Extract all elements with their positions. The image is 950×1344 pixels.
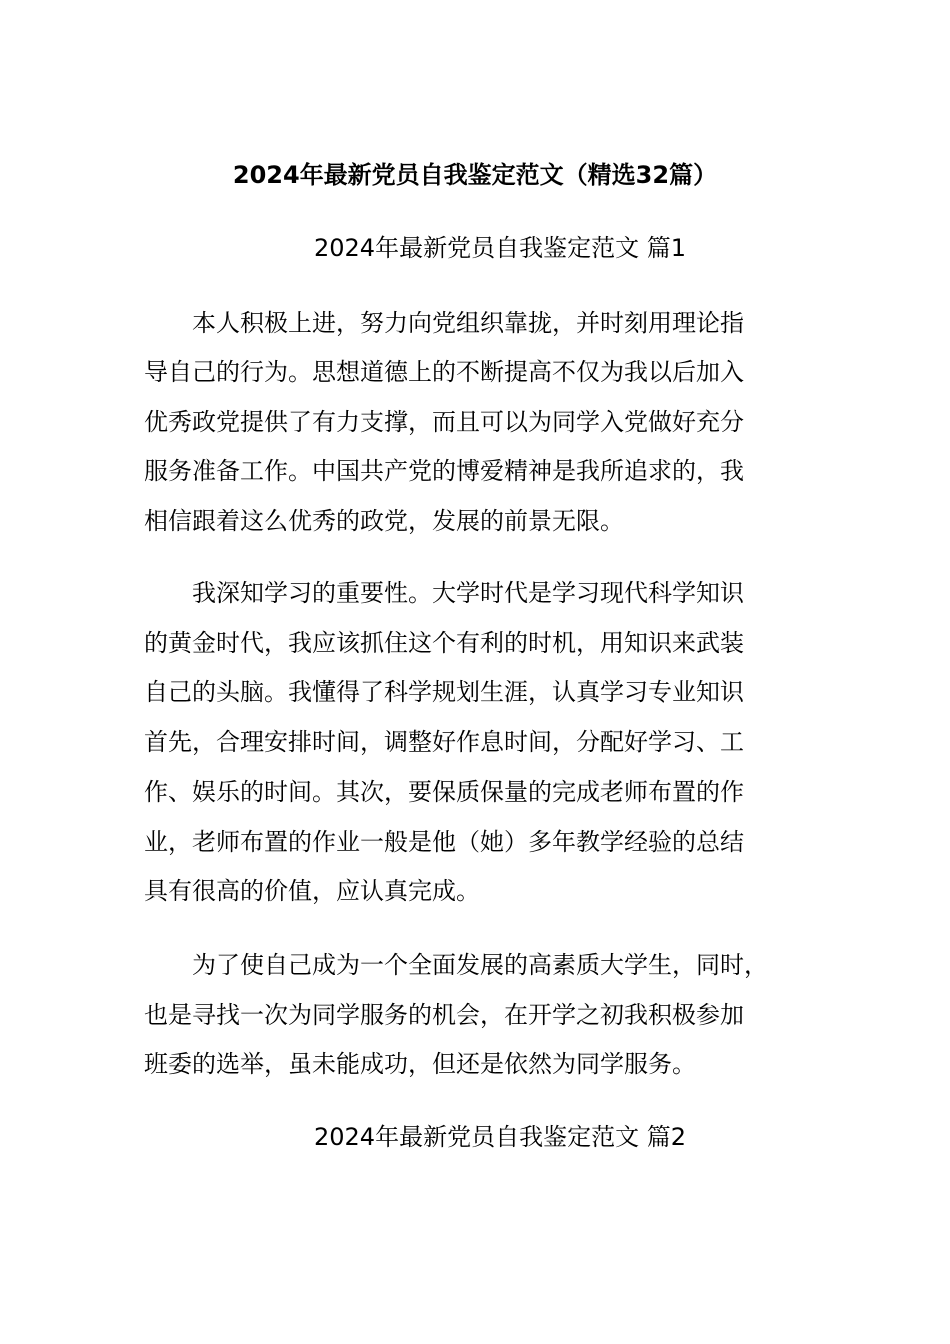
section-heading-1: 2024年最新党员自我鉴定范文 篇1 xyxy=(314,234,686,262)
paragraph-line: 为了使自己成为一个全面发展的高素质大学生，同时， xyxy=(192,951,768,979)
paragraph-line: 业，老师布置的作业一般是他（她）多年教学经验的总结 xyxy=(144,828,744,856)
paragraph-line: 的黄金时代，我应该抓住这个有利的时机，用知识来武装 xyxy=(144,629,744,657)
paragraph-line: 作、娱乐的时间。其次，要保质保量的完成老师布置的作 xyxy=(144,778,744,806)
paragraph-line: 本人积极上进，努力向党组织靠拢，并时刻用理论指 xyxy=(192,309,744,337)
paragraph-line: 服务准备工作。中国共产党的博爱精神是我所追求的，我 xyxy=(144,457,744,485)
paragraph-line: 优秀政党提供了有力支撑，而且可以为同学入党做好充分 xyxy=(144,408,744,436)
paragraph-line: 导自己的行为。思想道德上的不断提高不仅为我以后加入 xyxy=(144,358,744,386)
section-heading-2: 2024年最新党员自我鉴定范文 篇2 xyxy=(314,1123,686,1151)
paragraph-line: 班委的选举，虽未能成功，但还是依然为同学服务。 xyxy=(144,1050,696,1078)
paragraph-line: 我深知学习的重要性。大学时代是学习现代科学知识 xyxy=(192,579,744,607)
document-title: 2024年最新党员自我鉴定范文（精选32篇） xyxy=(232,161,718,189)
paragraph-line: 也是寻找一次为同学服务的机会，在开学之初我积极参加 xyxy=(144,1001,744,1029)
paragraph-line: 自己的头脑。我懂得了科学规划生涯，认真学习专业知识 xyxy=(144,678,744,706)
paragraph-line: 相信跟着这么优秀的政党，发展的前景无限。 xyxy=(144,507,624,535)
paragraph-line: 首先，合理安排时间，调整好作息时间，分配好学习、工 xyxy=(144,728,744,756)
paragraph-line: 具有很高的价值，应认真完成。 xyxy=(144,877,480,905)
